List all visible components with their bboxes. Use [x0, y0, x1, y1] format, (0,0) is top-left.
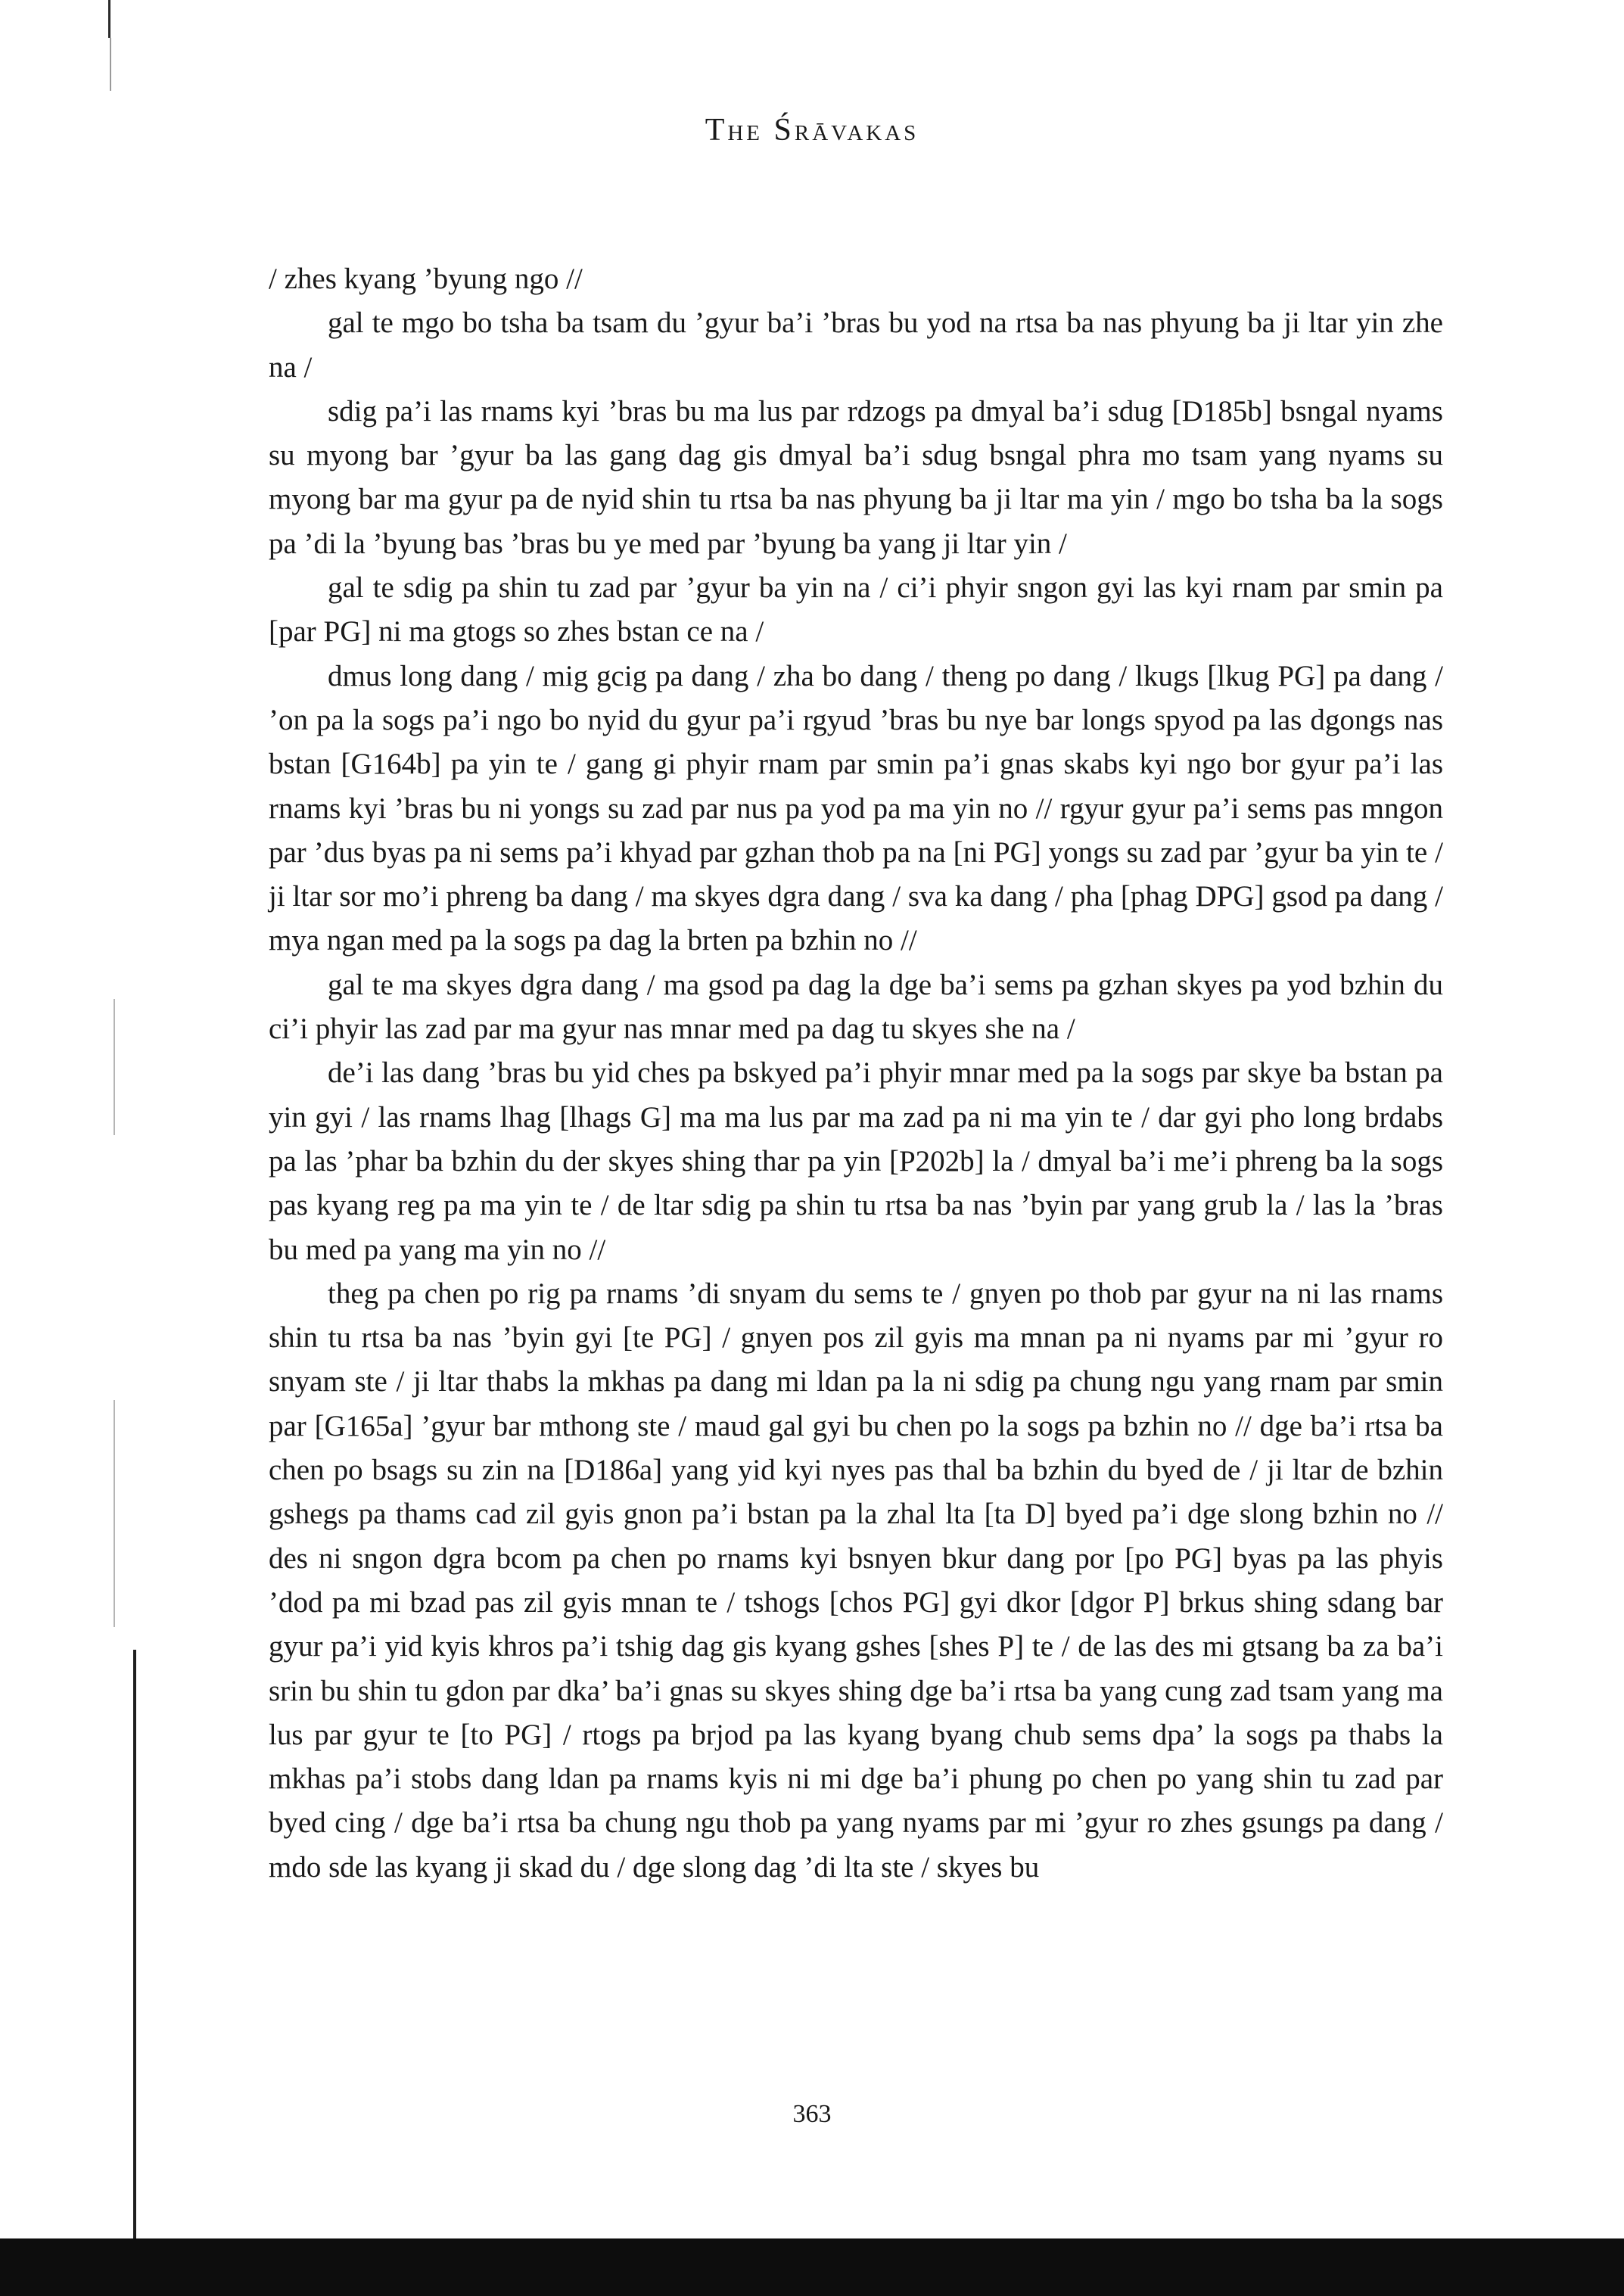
binding-shadow: [114, 999, 115, 1135]
binding-shadow: [114, 1400, 115, 1627]
paragraph: gal te mgo bo tsha ba tsam du ’gyur ba’i ’bras bu yod na rtsa ba nas phyung ba ji ltar yin zhe na /: [269, 306, 1443, 384]
paragraph: dmus long dang / mig gcig pa dang / zha bo dang / theng po dang / lkugs [lkug PG] pa dang / ’on pa la sogs pa’i ngo bo nyid du gyur pa’i rgyud ’bras bu nye bar longs spyod pa las dgongs nas bstan [G164b] pa yin te / gang gi phyir rnam par smin pa’i gnas skabs kyi ngo bor gyur pa’i las rnams kyi ’bras bu ni yongs su zad par nus pa yod pa ma yin no // rgyur gyur pa’i sems pas mngon par ’dus byas pa ni sems pa’i khyad par gzhan thob pa na [ni PG] yongs su zad par ’gyur ba yin te / ji ltar sor mo’i phreng ba dang / ma skyes dgra dang / sva ka dang / pha [phag DPG] gsod pa dang / mya ngan med pa la sogs pa dag la brten pa bzhin no //: [269, 659, 1443, 957]
paragraph: / zhes kyang ’byung ngo //: [269, 263, 583, 295]
paragraph: de’i las dang ’bras bu yid ches pa bskyed pa’i phyir mnar med pa la sogs par skye ba bstan pa yin gyi / las rnams lhag [lhags G] ma ma lus par ma zad pa ni ma yin te / dar gyi pho long brdabs pa las ’phar ba bzhin du der skyes shing thar pa yin [P202b] la / dmyal ba’i me’i phreng ba la sogs pas kyang reg pa ma yin te / de ltar sdig pa shin tu rtsa ba nas ’byin par yang grub la / las la ’bras bu med pa yang ma yin no //: [269, 1056, 1443, 1266]
page-number: 363: [792, 2100, 832, 2128]
binding-shadow: [110, 38, 111, 91]
paragraph: gal te sdig pa shin tu zad par ’gyur ba yin na / ci’i phyir sngon gyi las kyi rnam par smin pa [par PG] ni ma gtogs so zhes bstan ce na /: [269, 571, 1443, 649]
body-text: [269, 257, 1443, 1890]
scan-edge-band: [0, 2238, 1624, 2296]
binding-shadow: [133, 1650, 136, 2255]
paragraph: theg pa chen po rig pa rnams ’di snyam du sems te / gnyen po thob par gyur na ni las rnams shin tu rtsa ba nas ’byin gyi [te PG] / gnyen pos zil gyis ma mnan pa ni nyams par mi ’gyur ro snyam ste / ji ltar thabs la mkhas pa dang mi ldan pa la ni sdig pa chung ngu yang rnam par smin par [G165a] ’gyur bar mthong ste / maud gal gyi bu chen po la sogs pa bzhin no // dge ba’i rtsa ba chen po bsags su zin na [D186a] yang yid kyi nyes pas thal ba bzhin du byed de / ji ltar de bzhin gshegs pa thams cad zil gyis gnon pa’i bstan pa la zhal lta [ta D] byed pa’i dge slong bzhin no // des ni sngon dgra bcom pa chen po rnams kyi bsnyen bkur dang por [po PG] byas pa las phyis ’dod pa mi bzad pas zil gyis mnan te / tshogs [chos PG] gyi dkor [dgor P] brkus shing sdang bar gyur pa’i yid kyis khros pa’i tshig dag gis kyang gshes [shes P] te / de las des mi gtsang ba za ba’i srin bu shin tu gdon par dka’ ba’i gnas su skyes shing dge ba’i rtsa ba yang cung zad tsam yang ma lus par gyur te [to PG] / rtogs pa brjod pa las kyang byang chub sems dpa’ la sogs pa thabs la mkhas pa’i stobs dang ldan pa rnams kyis ni mi dge ba’i phung po chen po yang shin tu zad par byed cing / dge ba’i rtsa ba chung ngu thob pa yang nyams par mi ’gyur ro zhes gsungs pa dang / mdo sde las kyang ji skad du / dge slong dag ’di lta ste / skyes bu: [269, 1277, 1443, 1884]
binding-shadow: [108, 0, 110, 38]
running-head: The Śrāvakas: [705, 113, 919, 148]
paragraph: sdig pa’i las rnams kyi ’bras bu ma lus par rdzogs pa dmyal ba’i sdug [D185b] bsngal nyams su myong bar ’gyur ba las gang dag gis dmyal ba’i sdug bsngal phra mo tsam yang nyams su myong bar ma gyur pa de nyid shin tu rtsa ba nas phyung ba ji ltar ma yin / mgo bo tsha ba la sogs pa ’di la ’byung bas ’bras bu ye med par ’byung ba yang ji ltar yin /: [269, 394, 1443, 560]
paragraph: gal te ma skyes dgra dang / ma gsod pa dag la dge ba’i sems pa gzhan skyes pa yod bzhin du ci’i phyir las zad par ma gyur nas mnar med pa dag tu skyes she na /: [269, 968, 1443, 1046]
